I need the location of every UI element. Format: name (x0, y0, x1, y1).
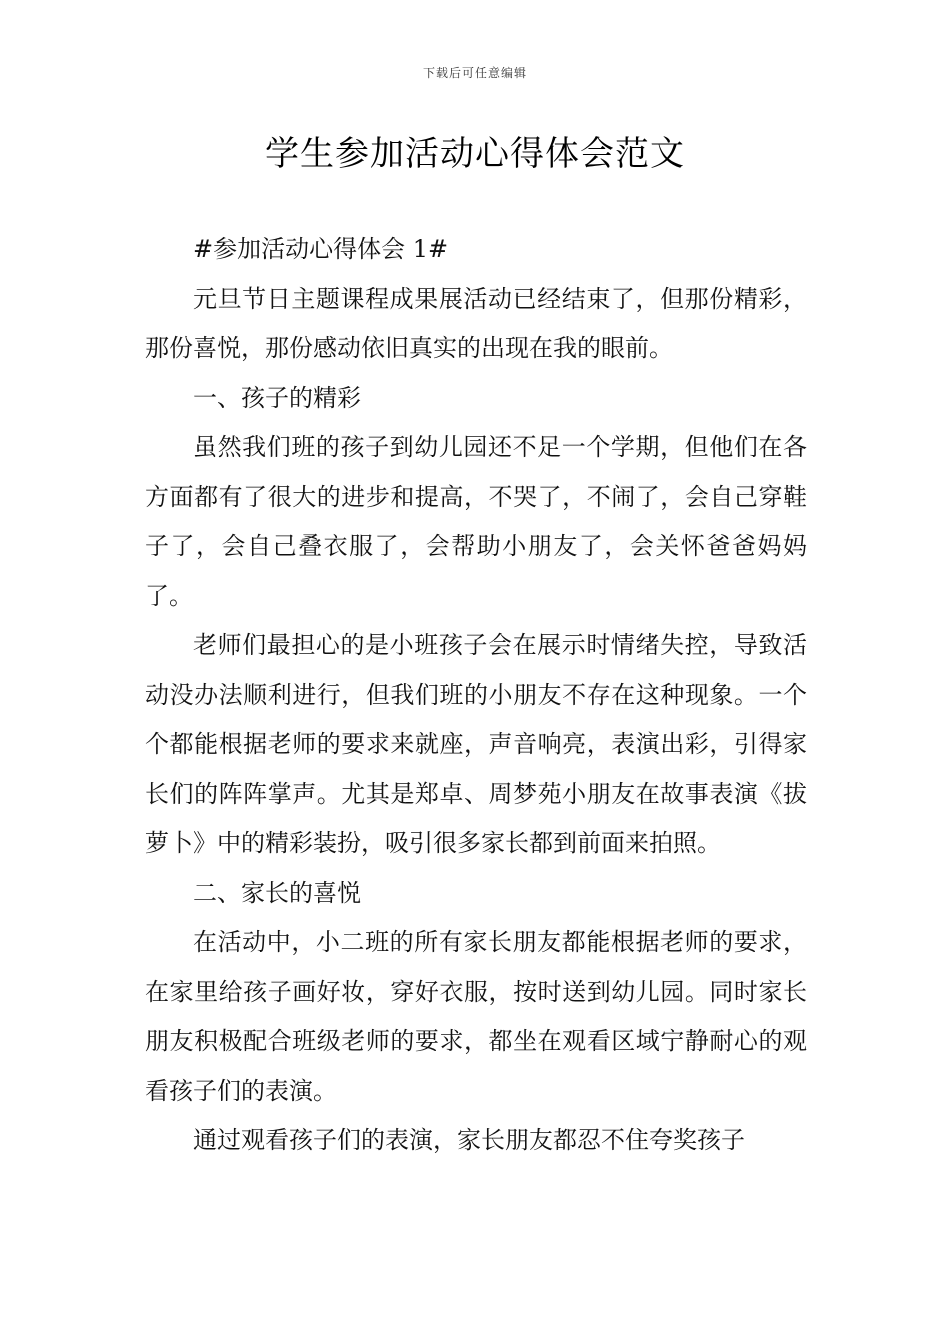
document-body (145, 225, 807, 1166)
paragraph: 元旦节日主题课程成果展活动已经结束了，但那份精彩，那份喜悦，那份感动依旧真实的出现在我的眼前。 (145, 284, 807, 362)
subheading-children: 一、孩子的精彩 (193, 383, 361, 412)
header-note: 下载后可任意编辑 (422, 66, 527, 80)
paragraph: 虽然我们班的孩子到幼儿园还不足一个学期，但他们在各方面都有了很大的进步和提高，不哭了，不闹了，会自己穿鞋子了，会自己叠衣服了，会帮助小朋友了，会关怀爸爸妈妈了。 (145, 433, 807, 610)
subheading-parents: 二、家长的喜悦 (193, 878, 361, 907)
document-title: 学生参加活动心得体会范文 (265, 134, 685, 174)
paragraph: 老师们最担心的是小班孩子会在展示时情绪失控，导致活动没办法顺利进行，但我们班的小朋友不存在这种现象。一个个都能根据老师的要求来就座，声音响亮，表演出彩，引得家长们的阵阵掌声。尤其是郑卓、周梦苑小朋友在故事表演《拔萝卜》中的精彩装扮，吸引很多家长都到前面来拍照。 (145, 631, 807, 857)
paragraph: 在活动中，小二班的所有家长朋友都能根据老师的要求，在家里给孩子画好妆，穿好衣服，按时送到幼儿园。同时家长朋友积极配合班级老师的要求，都坐在观看区域宁静耐心的观看孩子们的表演。 (145, 928, 807, 1105)
section-heading-1: #参加活动心得体会 1# (193, 235, 449, 263)
paragraph: 通过观看孩子们的表演，家长朋友都忍不住夸奖孩子 (193, 1126, 745, 1154)
